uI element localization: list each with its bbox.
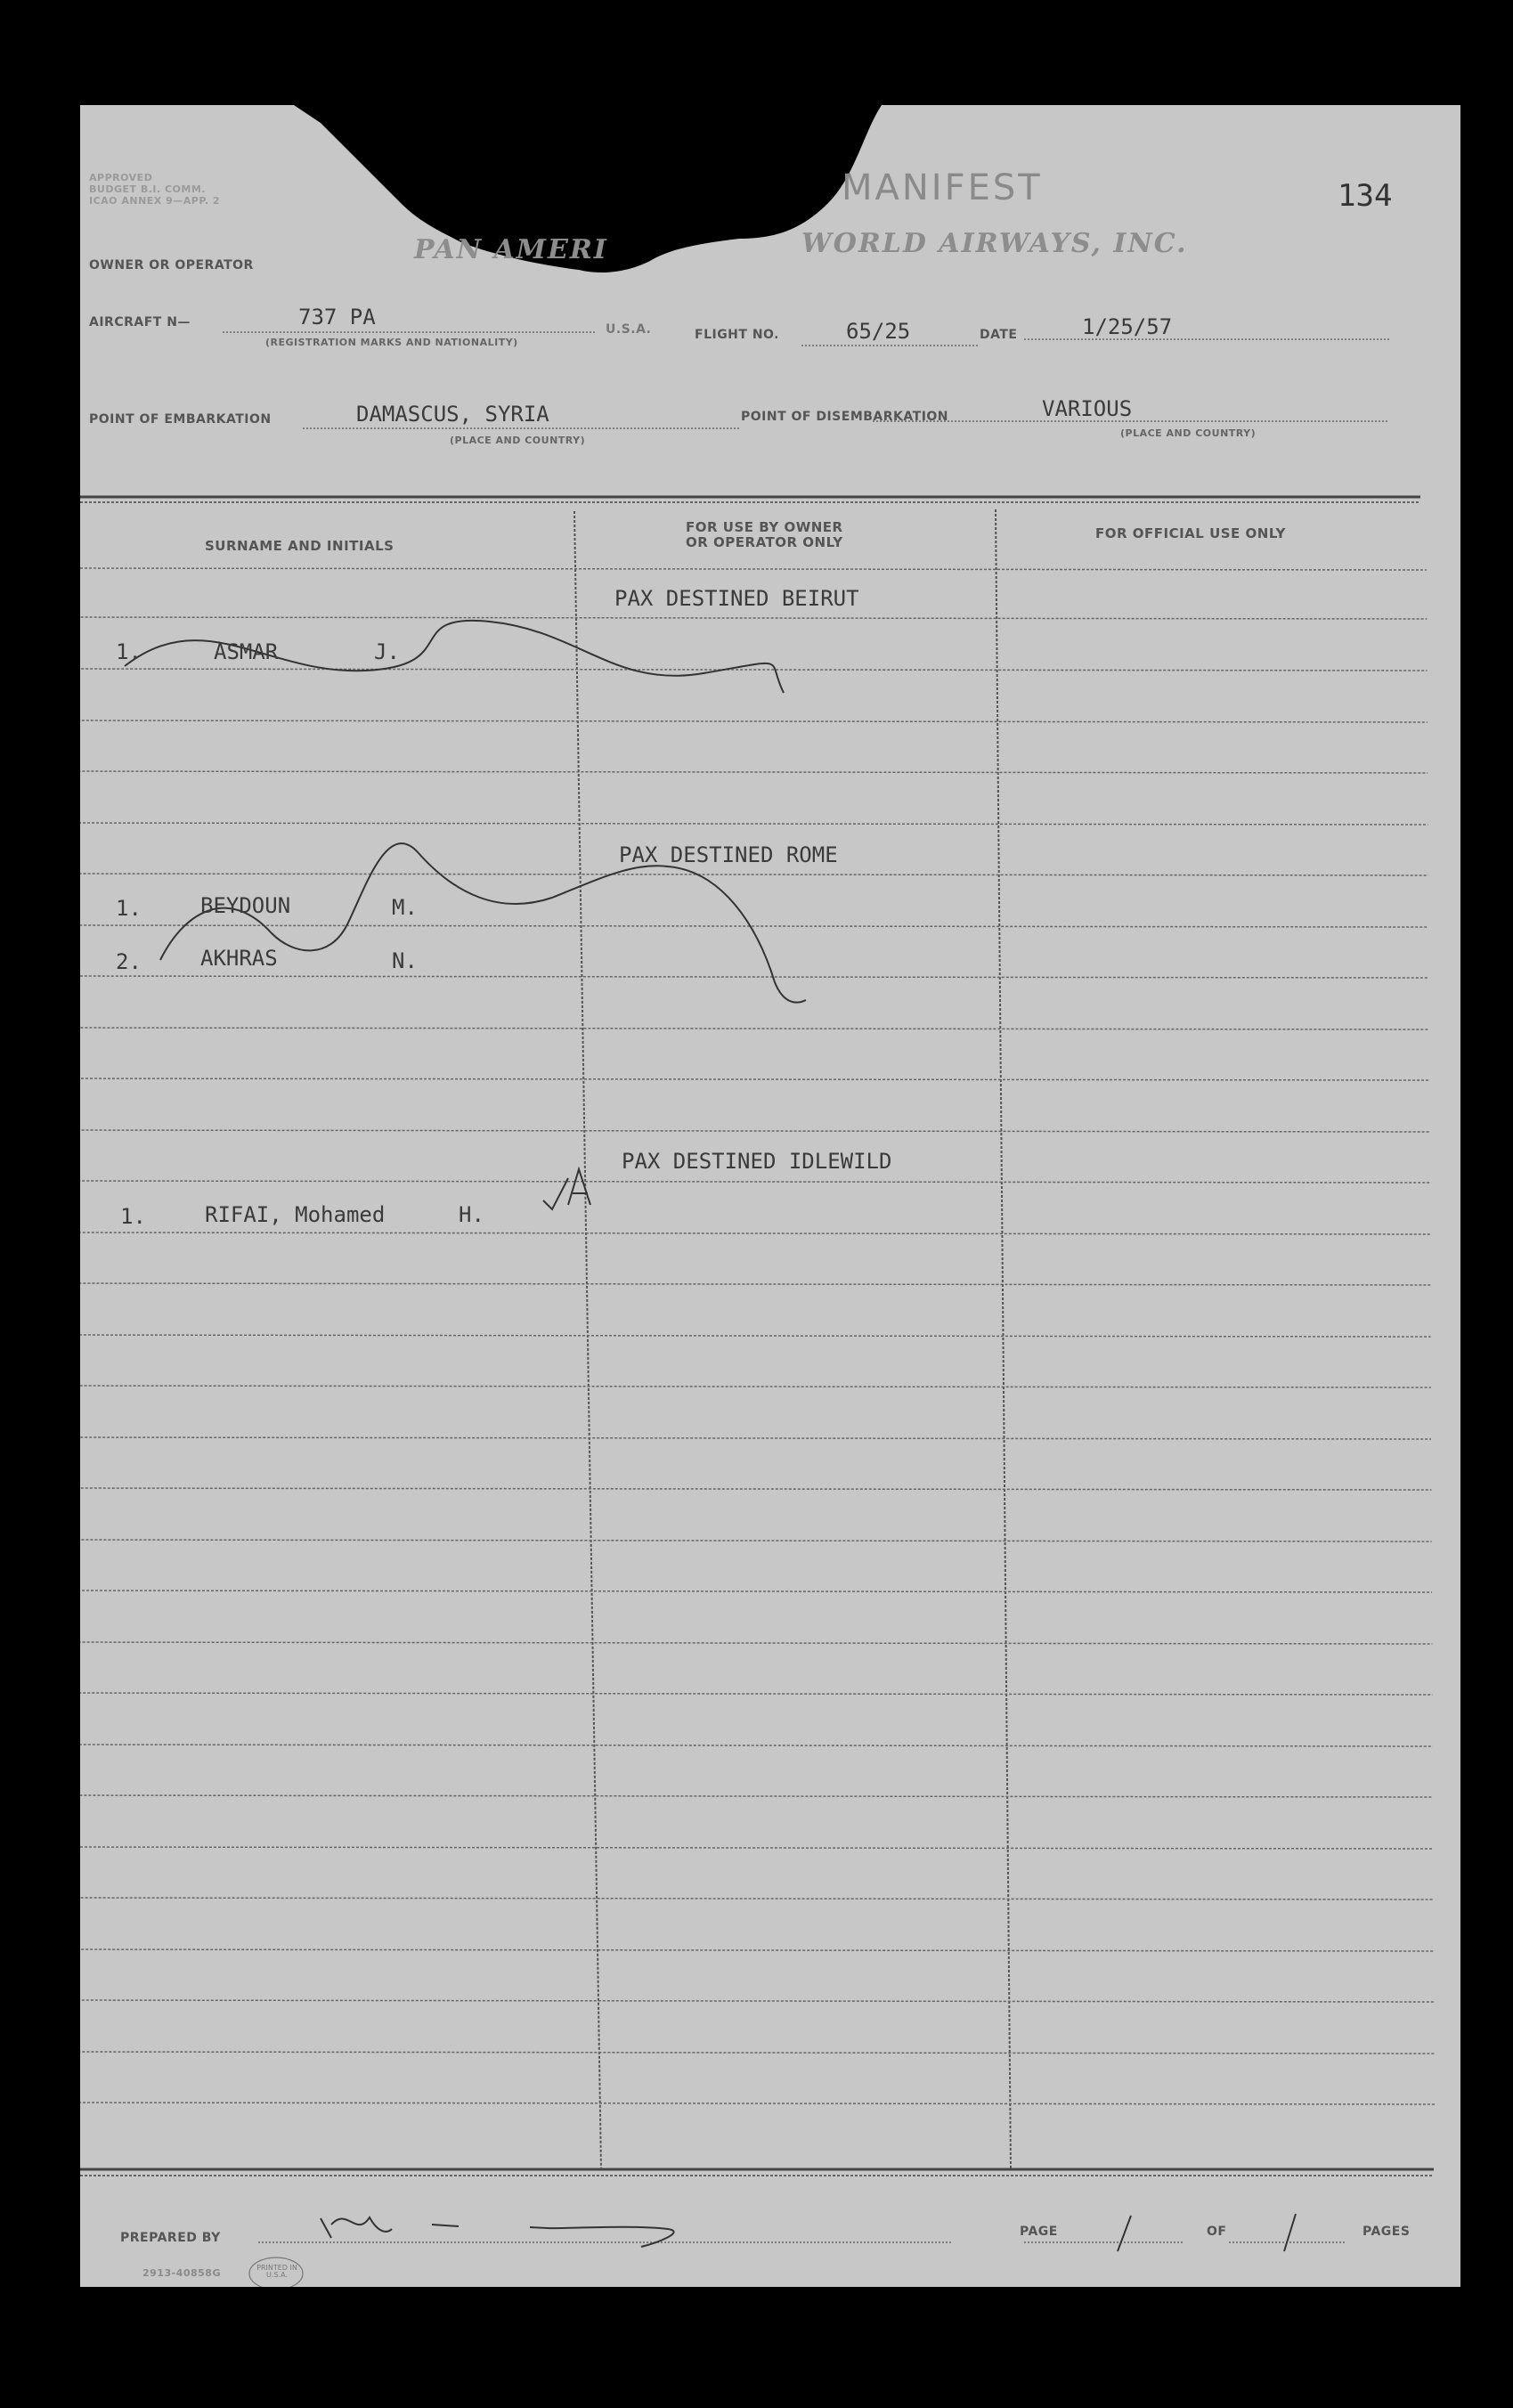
ruled-row-line	[80, 617, 1427, 619]
aircraft-value: 737 PA	[298, 305, 376, 329]
ruled-row-line	[80, 1335, 1431, 1337]
ruled-row-line	[80, 823, 1428, 825]
passenger-number: 1.	[116, 896, 142, 921]
date-label: DATE	[980, 328, 1018, 342]
column-header-owner-use-line1: FOR USE BY OWNER	[686, 519, 843, 535]
passenger-initial: M.	[392, 895, 418, 920]
approval-line: APPROVED	[89, 172, 153, 183]
passenger-name: RIFAI, Mohamed	[205, 1202, 386, 1227]
ruled-row-line	[80, 2103, 1435, 2104]
ruled-row-line	[80, 1642, 1432, 1644]
disembarkation-label: POINT OF DISEMBARKATION	[741, 410, 949, 424]
ruled-row-line	[80, 1898, 1434, 1900]
ruled-row-line	[80, 1437, 1431, 1439]
disembarkation-value: VARIOUS	[1042, 396, 1133, 421]
registration-caption: (REGISTRATION MARKS AND NATIONALITY)	[265, 337, 518, 348]
ruled-row-line	[80, 1130, 1429, 1132]
column-header-owner-use	[686, 520, 843, 550]
embarkation-value: DAMASCUS, SYRIA	[356, 402, 549, 427]
approval-block	[89, 172, 220, 207]
ruled-row-line	[80, 568, 1427, 570]
approval-line: BUDGET B.I. COMM.	[89, 183, 206, 195]
ruled-row-line	[80, 1488, 1431, 1490]
destination-heading: PAX DESTINED BEIRUT	[614, 586, 859, 611]
ruled-row-line	[80, 2052, 1435, 2054]
ruled-row-line	[80, 720, 1428, 722]
destination-heading: PAX DESTINED ROME	[619, 842, 838, 867]
printed-stamp: PRINTED IN U.S.A.	[256, 2264, 297, 2279]
place-caption-right: (PLACE AND COUNTRY)	[1120, 427, 1257, 439]
approval-line: ICAO ANNEX 9—APP. 2	[89, 195, 221, 207]
ruled-row-line	[80, 1028, 1429, 1029]
column-header-surname: SURNAME AND INITIALS	[205, 538, 395, 554]
ruled-row-line	[80, 669, 1428, 671]
page-stamp-number: 134	[1338, 178, 1393, 214]
embarkation-label: POINT OF EMBARKATION	[89, 412, 272, 427]
passenger-initial: H.	[459, 1202, 484, 1227]
flight-value: 65/25	[846, 319, 911, 344]
form-number: 2913-40858G	[142, 2267, 221, 2279]
ruled-row-line	[80, 2000, 1434, 2002]
destination-heading: PAX DESTINED IDLEWILD	[622, 1149, 892, 1174]
ruled-row-line	[80, 1795, 1433, 1797]
passenger-number: 2.	[116, 949, 142, 974]
ruled-row-line	[80, 1078, 1429, 1080]
column-header-official-use: FOR OFFICIAL USE ONLY	[1095, 525, 1286, 541]
ruled-row-line	[80, 925, 1428, 927]
ruled-row-line	[80, 1181, 1430, 1183]
passenger-initial: J.	[374, 639, 400, 664]
passenger-name: BEYDOUN	[200, 893, 291, 918]
passenger-name: AKHRAS	[200, 946, 278, 971]
ruled-row-line	[80, 1847, 1434, 1849]
of-label: OF	[1207, 2225, 1227, 2239]
passenger-initial: N.	[392, 948, 418, 973]
ruled-row-line	[80, 1232, 1430, 1234]
ruled-row-line	[80, 874, 1428, 875]
ruled-row-line	[80, 1283, 1430, 1285]
ruled-row-line	[80, 1949, 1434, 1951]
ruled-row-line	[80, 1386, 1431, 1387]
aircraft-label: AIRCRAFT N—	[89, 315, 191, 329]
torn-edge	[80, 105, 1460, 301]
owner-label: OWNER OR OPERATOR	[89, 258, 254, 273]
prepared-by-label: PREPARED BY	[120, 2231, 221, 2245]
ruled-row-line	[80, 1693, 1433, 1695]
place-caption-left: (PLACE AND COUNTRY)	[450, 435, 586, 446]
manifest-sheet	[80, 105, 1460, 2287]
usa-label: U.S.A.	[606, 322, 652, 337]
ruled-row-line	[80, 1590, 1432, 1592]
passenger-number: 1.	[120, 1204, 146, 1229]
date-value: 1/25/57	[1082, 314, 1173, 339]
page-label: PAGE	[1020, 2225, 1058, 2239]
ruled-row-line	[80, 976, 1428, 978]
passenger-name: ASMAR	[214, 639, 279, 664]
ruled-row-line	[80, 771, 1428, 773]
form-title: MANIFEST	[842, 167, 1043, 208]
company-name-right: WORLD AIRWAYS, INC.	[801, 228, 1188, 259]
ruled-row-line	[80, 1540, 1432, 1542]
column-header-owner-use-line2: OR OPERATOR ONLY	[686, 534, 843, 550]
passenger-number: 1.	[116, 639, 142, 664]
company-name-left: PAN AMERI	[414, 234, 608, 265]
ruled-row-line	[80, 1745, 1433, 1746]
flight-label: FLIGHT NO.	[695, 328, 779, 342]
pages-label: PAGES	[1363, 2225, 1411, 2239]
